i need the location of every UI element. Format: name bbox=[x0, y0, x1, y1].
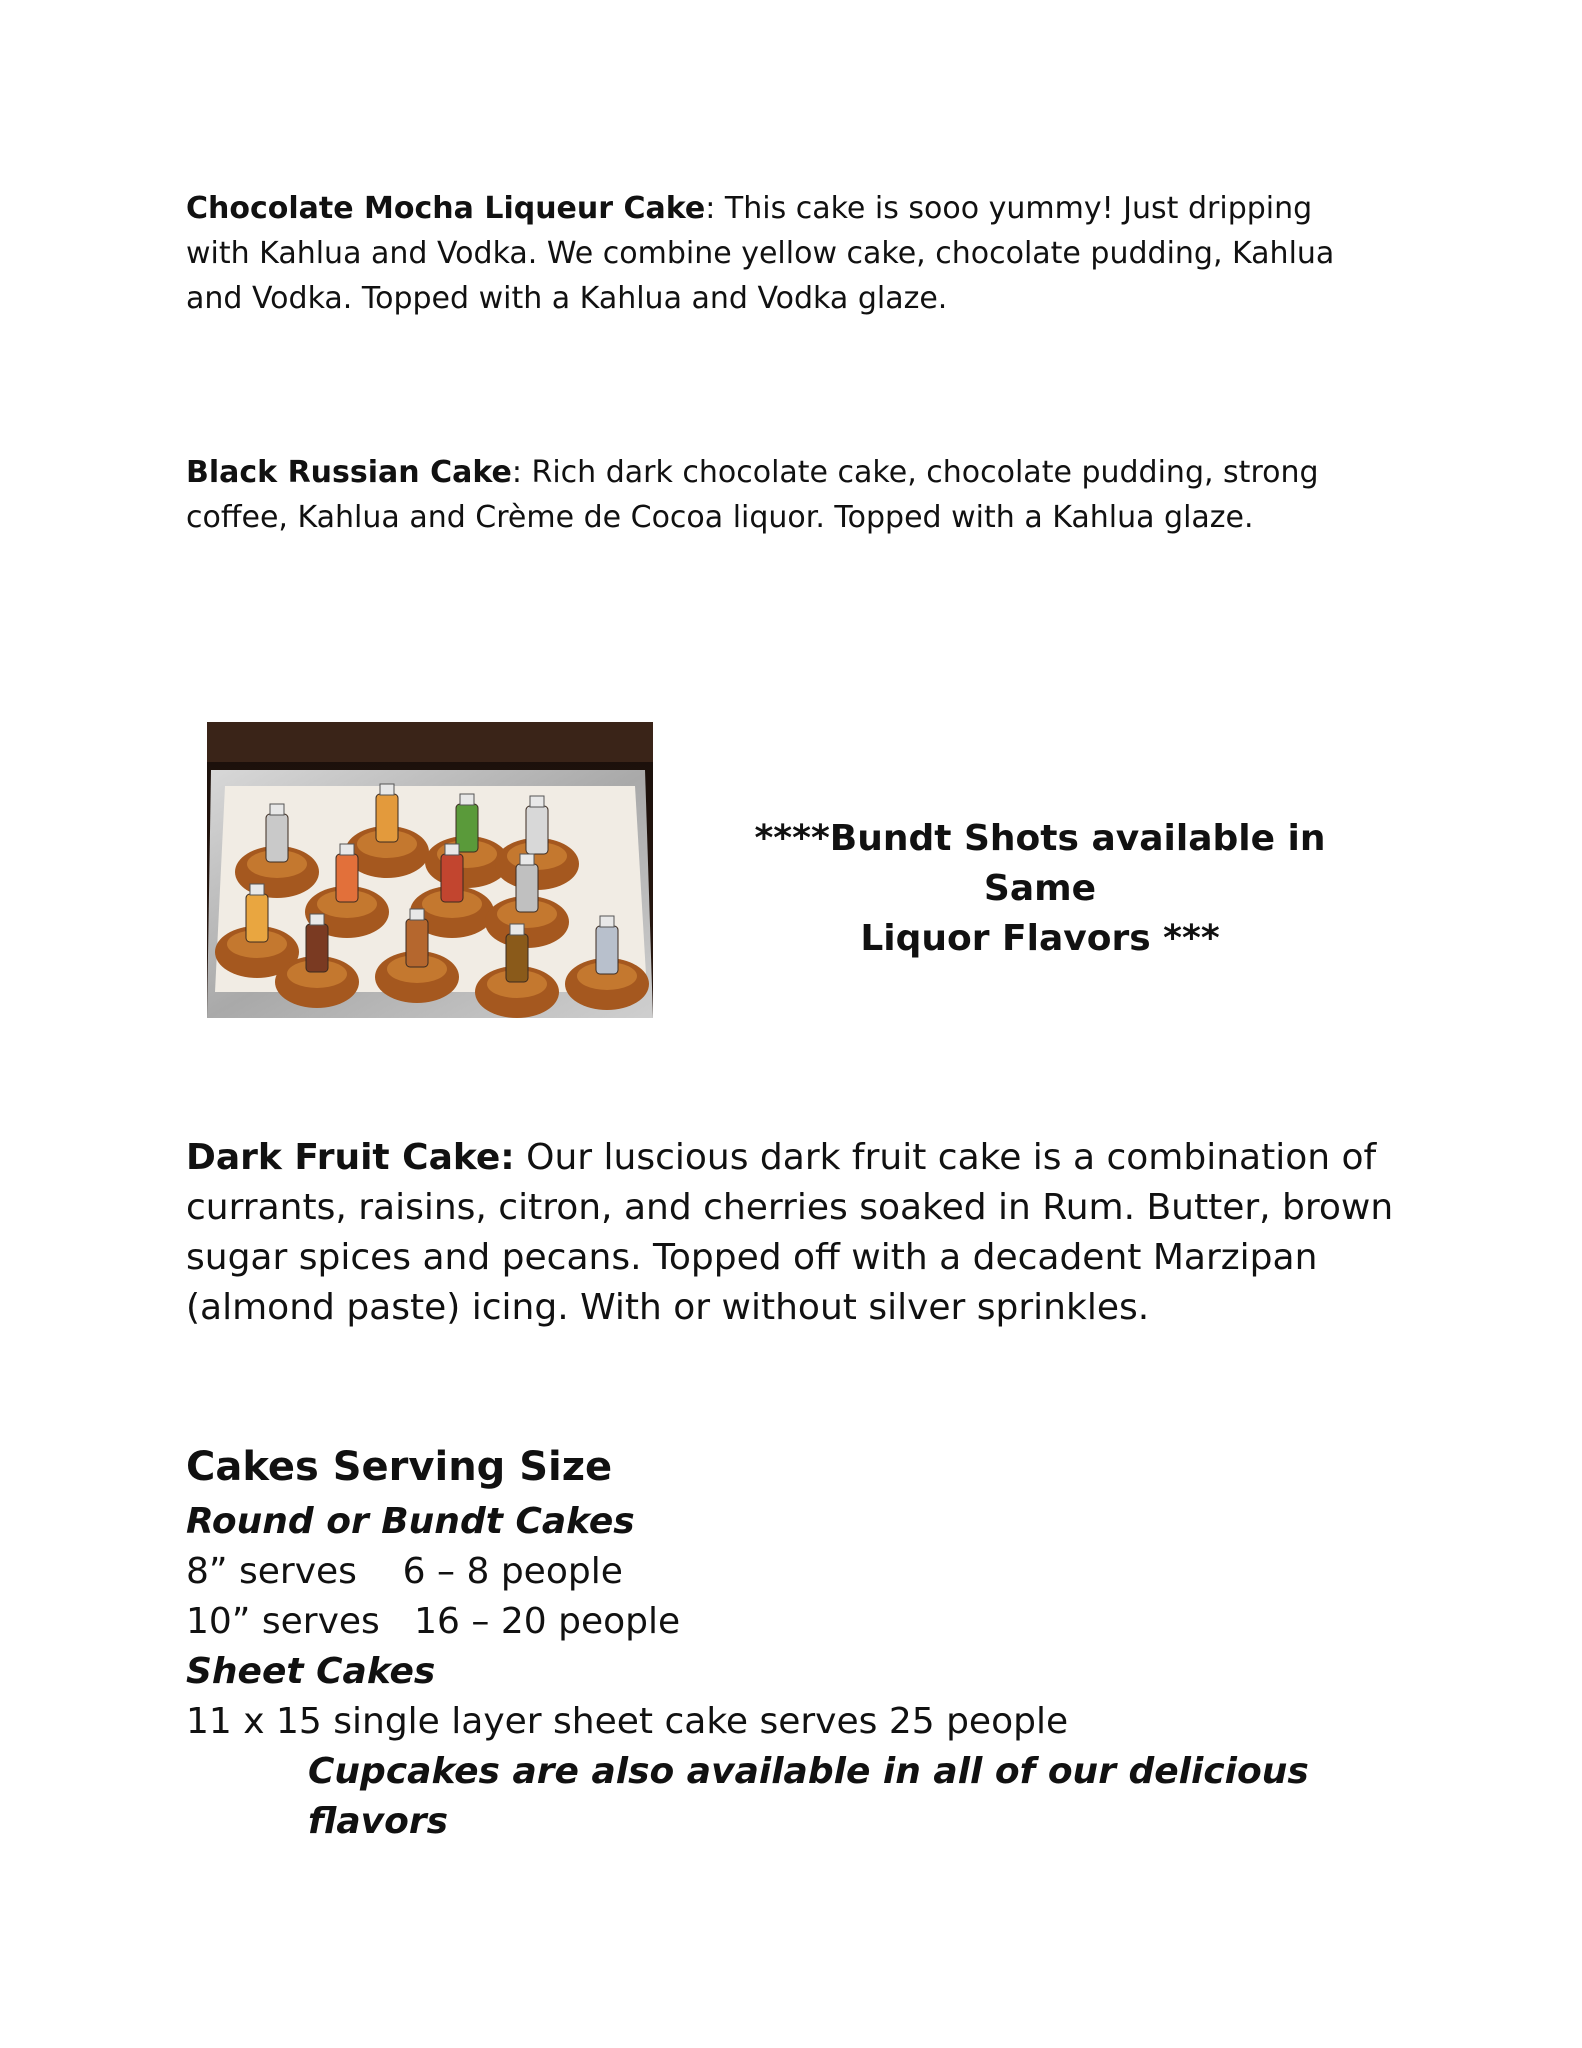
mini-liquor-bottle bbox=[516, 864, 538, 912]
bundt-shots-photo bbox=[207, 722, 653, 1018]
bottle-cap bbox=[250, 884, 264, 895]
cake-text-mocha: : This cake is sooo yummy! Just dripping with Kahlua and Vodka. We combine yellow cake, chocolate pudding, Kahlua and Vodka. Topped with a Kahlua and Vodka glaze. bbox=[186, 191, 1335, 316]
cake-description-dark-fruit bbox=[186, 1133, 1406, 1333]
bottle-cap bbox=[445, 844, 459, 855]
cake-text-dark-fruit: Our luscious dark fruit cake is a combination of currants, raisins, citron, and cherries soaked in Rum. Butter, brown sugar spices and pecans. Topped off with a decadent Marzipan (almond paste) icing. With or without silver sprinkles. bbox=[186, 1137, 1394, 1328]
round-8-inch-serving: 8” serves 6 – 8 people bbox=[186, 1551, 623, 1592]
mini-liquor-bottle bbox=[246, 894, 268, 942]
cake-name-mocha: Chocolate Mocha Liqueur Cake bbox=[186, 191, 706, 226]
bottle-cap bbox=[520, 854, 534, 865]
mini-liquor-bottle bbox=[506, 934, 528, 982]
mini-liquor-bottle bbox=[596, 926, 618, 974]
round-cakes-heading: Round or Bundt Cakes bbox=[186, 1501, 635, 1542]
cake-description-black-russian bbox=[186, 450, 1366, 540]
sheet-cake-serving: 11 x 15 single layer sheet cake serves 25 people bbox=[186, 1701, 1069, 1742]
cake-text-black-russian: : Rich dark chocolate cake, chocolate pudding, strong coffee, Kahlua and Crème de Cocoa liquor. Topped with a Kahlua glaze. bbox=[186, 455, 1319, 535]
bundt-shots-line-1: ****Bundt Shots available in Same bbox=[754, 818, 1326, 909]
mini-liquor-bottle bbox=[266, 814, 288, 862]
bundt-shots-line-2: Liquor Flavors *** bbox=[860, 918, 1220, 959]
mini-liquor-bottle bbox=[376, 794, 398, 842]
bottle-cap bbox=[410, 909, 424, 920]
bottle-cap bbox=[530, 796, 544, 807]
mini-liquor-bottle bbox=[441, 854, 463, 902]
mini-liquor-bottle bbox=[306, 924, 328, 972]
cupcakes-note: Cupcakes are also available in all of our delicious flavors bbox=[308, 1751, 1309, 1842]
cake-description-mocha bbox=[186, 186, 1366, 321]
bottle-cap bbox=[510, 924, 524, 935]
bundt-shots-note bbox=[730, 814, 1350, 964]
serving-size-section bbox=[186, 1437, 1386, 1847]
bottle-cap bbox=[460, 794, 474, 805]
round-10-inch-serving: 10” serves 16 – 20 people bbox=[186, 1601, 681, 1642]
cake-name-black-russian: Black Russian Cake bbox=[186, 455, 512, 490]
bottle-cap bbox=[600, 916, 614, 927]
serving-size-heading: Cakes Serving Size bbox=[186, 1444, 613, 1490]
bottle-cap bbox=[340, 844, 354, 855]
mini-liquor-bottle bbox=[406, 919, 428, 967]
mini-liquor-bottle bbox=[526, 806, 548, 854]
bottle-cap bbox=[270, 804, 284, 815]
sheet-cakes-heading: Sheet Cakes bbox=[186, 1651, 436, 1692]
bottle-cap bbox=[380, 784, 394, 795]
mini-liquor-bottle bbox=[336, 854, 358, 902]
cake-name-dark-fruit: Dark Fruit Cake: bbox=[186, 1137, 515, 1178]
bottle-cap bbox=[310, 914, 324, 925]
